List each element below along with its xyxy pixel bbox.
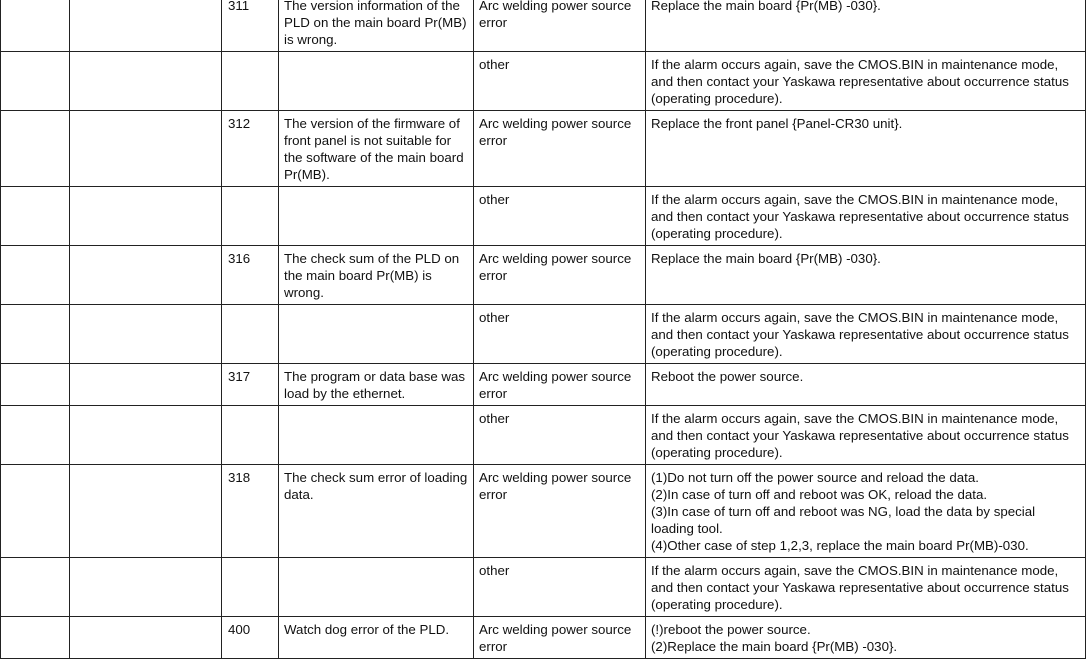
blank-cell [222,52,279,111]
blank-cell [1,52,70,111]
alarm-cause: Arc welding power source error [474,617,646,659]
alarm-cause: Arc welding power source error [474,364,646,406]
alarm-remedy: If the alarm occurs again, save the CMOS.BIN in maintenance mode, and then contact your Yaskawa representative about occurrence status (operating procedure). [646,305,1086,364]
blank-cell [279,406,474,465]
blank-cell [279,305,474,364]
table-row [1,246,1086,305]
alarm-code: 312 [222,111,279,187]
blank-cell [1,246,70,305]
alarm-remedy: If the alarm occurs again, save the CMOS.BIN in maintenance mode, and then contact your Yaskawa representative about occurrence status (operating procedure). [646,52,1086,111]
alarm-cause: Arc welding power source error [474,0,646,52]
alarm-cause: other [474,305,646,364]
alarm-description: The version of the firmware of front panel is not suitable for the software of the main board Pr(MB). [279,111,474,187]
table-row [1,617,1086,659]
table-row [1,111,1086,187]
alarm-cause: Arc welding power source error [474,246,646,305]
blank-cell [70,364,222,406]
alarm-cause: other [474,558,646,617]
table-row [1,406,1086,465]
alarm-code: 311 [222,0,279,52]
blank-cell [70,406,222,465]
blank-cell [279,558,474,617]
alarm-remedy: If the alarm occurs again, save the CMOS.BIN in maintenance mode, and then contact your Yaskawa representative about occurrence status (operating procedure). [646,558,1086,617]
alarm-remedy: If the alarm occurs again, save the CMOS.BIN in maintenance mode, and then contact your Yaskawa representative about occurrence status (operating procedure). [646,187,1086,246]
alarm-remedy: (!)reboot the power source. (2)Replace the main board {Pr(MB) -030}. [646,617,1086,659]
blank-cell [1,558,70,617]
alarm-code: 316 [222,246,279,305]
alarm-cause: Arc welding power source error [474,465,646,558]
alarm-cause: other [474,52,646,111]
table-row [1,305,1086,364]
blank-cell [70,246,222,305]
blank-cell [70,617,222,659]
blank-cell [70,305,222,364]
table-row [1,187,1086,246]
blank-cell [222,305,279,364]
blank-cell [222,558,279,617]
table-row [1,0,1086,52]
blank-cell [222,406,279,465]
alarm-remedy: Reboot the power source. [646,364,1086,406]
blank-cell [70,465,222,558]
blank-cell [70,558,222,617]
table-row [1,364,1086,406]
alarm-remedy: Replace the main board {Pr(MB) -030}. [646,0,1086,52]
alarm-cause: Arc welding power source error [474,111,646,187]
alarm-cause: other [474,187,646,246]
blank-cell [1,111,70,187]
alarm-code: 400 [222,617,279,659]
alarm-remedy: Replace the main board {Pr(MB) -030}. [646,246,1086,305]
blank-cell [1,617,70,659]
alarm-description: The check sum of the PLD on the main board Pr(MB) is wrong. [279,246,474,305]
blank-cell [1,187,70,246]
blank-cell [1,305,70,364]
alarm-description: Watch dog error of the PLD. [279,617,474,659]
alarm-code: 318 [222,465,279,558]
alarm-description: The check sum error of loading data. [279,465,474,558]
blank-cell [70,187,222,246]
table-row [1,52,1086,111]
blank-cell [70,111,222,187]
blank-cell [1,406,70,465]
blank-cell [70,52,222,111]
alarm-description: The program or data base was load by the ethernet. [279,364,474,406]
alarm-code: 317 [222,364,279,406]
blank-cell [1,364,70,406]
table-row [1,465,1086,558]
alarm-remedy: Replace the front panel {Panel-CR30 unit}. [646,111,1086,187]
alarm-cause: other [474,406,646,465]
blank-cell [279,52,474,111]
alarm-remedy: (1)Do not turn off the power source and reload the data. (2)In case of turn off and reboot was OK, reload the data. (3)In case of turn off and reboot was NG, load the data by special loading tool. (4)Other case of step 1,2,3, replace the main board Pr(MB)-030. [646,465,1086,558]
table-row [1,558,1086,617]
alarm-remedy: If the alarm occurs again, save the CMOS.BIN in maintenance mode, and then contact your Yaskawa representative about occurrence status (operating procedure). [646,406,1086,465]
blank-cell [279,187,474,246]
blank-cell [222,187,279,246]
alarm-description: The version information of the PLD on the main board Pr(MB) is wrong. [279,0,474,52]
blank-cell [1,465,70,558]
blank-cell [1,0,70,52]
blank-cell [70,0,222,52]
